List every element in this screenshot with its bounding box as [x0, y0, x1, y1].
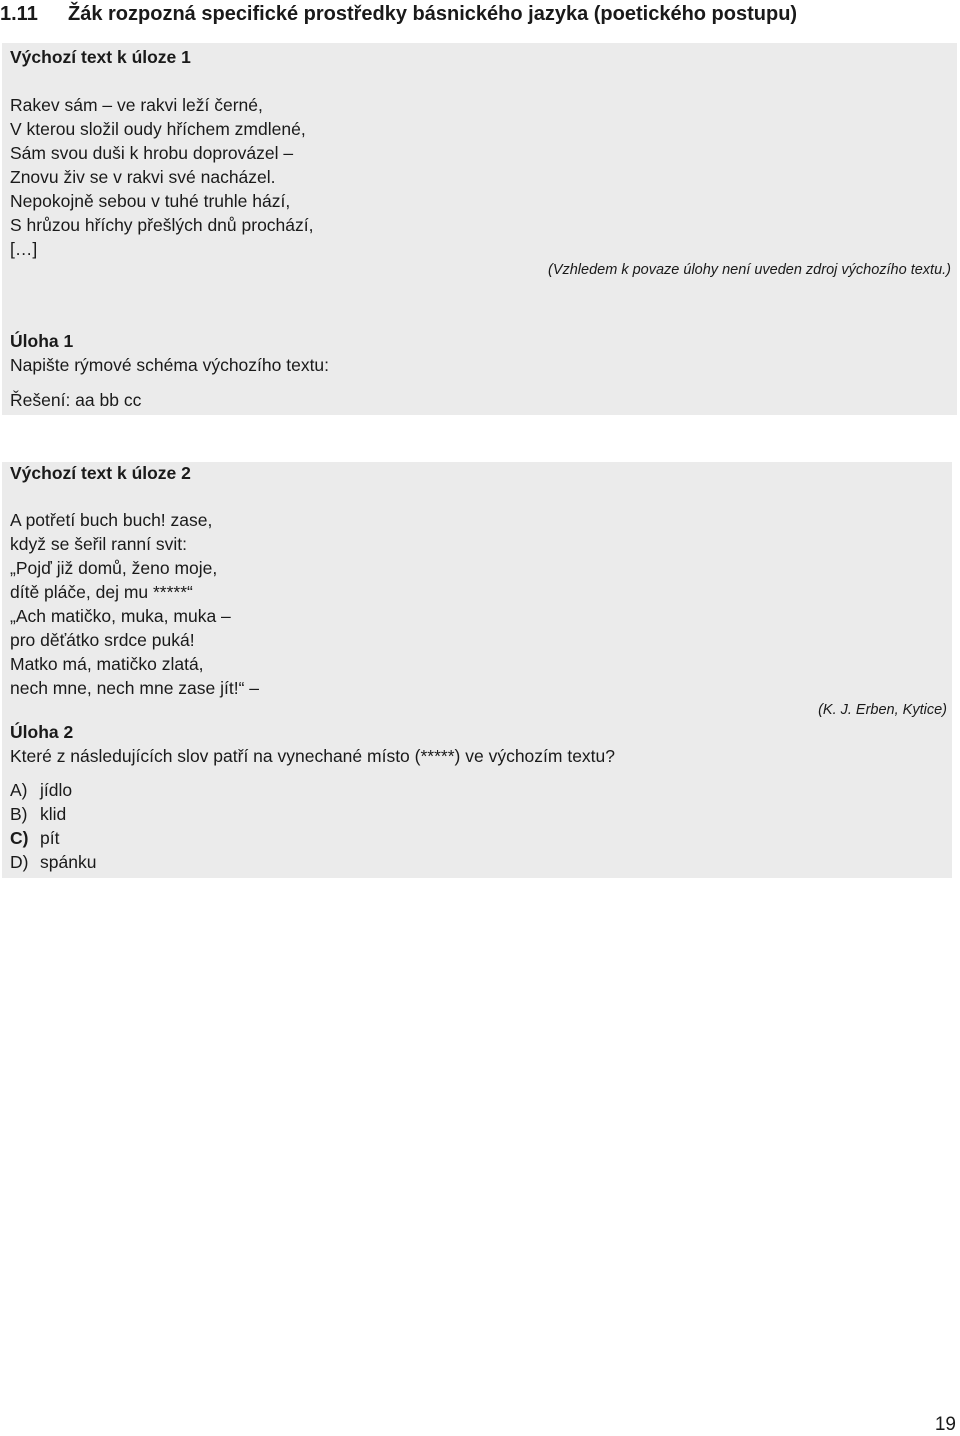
poem-2-line: A potřetí buch buch! zase,	[10, 510, 213, 530]
poem-2-line: dítě pláče, dej mu *****“	[10, 582, 193, 602]
source-note-1: (Vzhledem k povaze úlohy není uveden zdroj výchozího textu.)	[547, 262, 951, 278]
poem-1-line: Rakev sám – ve rakvi leží černé,	[10, 95, 263, 115]
poem-1-line: S hrůzou hříchy přešlých dnů prochází,	[10, 215, 314, 235]
option-a	[10, 778, 72, 802]
poem-1-line: […]	[10, 239, 38, 259]
option-letter: D)	[10, 852, 29, 872]
poem-1-line: Znovu živ se v rakvi své nacházel.	[10, 167, 276, 187]
poem-2-line: když se šeřil ranní svit:	[10, 534, 187, 554]
task-2-question: Které z následujících slov patří na vynechané místo (*****) ve výchozím textu?	[10, 746, 616, 766]
task-1-solution: Řešení: aa bb cc	[10, 390, 142, 410]
option-letter: C)	[10, 828, 29, 848]
source-note-2: (K. J. Erben, Kytice)	[818, 702, 947, 718]
task-2-title: Úloha 2	[10, 722, 74, 742]
option-text: pít	[40, 828, 60, 848]
source-text-heading-1: Výchozí text k úloze 1	[10, 47, 191, 67]
page-number: 19	[934, 1414, 956, 1435]
poem-2-line: „Ach matičko, muka, muka –	[10, 606, 231, 626]
section-number: 1.11	[0, 3, 38, 25]
page-header	[0, 0, 960, 32]
option-letter: B)	[10, 804, 28, 824]
task-1-title: Úloha 1	[10, 331, 74, 351]
option-text: spánku	[40, 852, 97, 872]
poem-1-line: Sám svou duši k hrobu doprovázel –	[10, 143, 294, 163]
task-1-question: Napište rýmové schéma výchozího textu:	[10, 355, 330, 375]
option-b	[10, 802, 66, 826]
poem-1-line: Nepokojně sebou v tuhé truhle hází,	[10, 191, 291, 211]
option-text: jídlo	[40, 780, 73, 800]
task-2-box	[2, 462, 952, 878]
poem-2-line: pro děťátko srdce puká!	[10, 630, 195, 650]
source-text-heading-2: Výchozí text k úloze 2	[10, 463, 191, 483]
option-letter: A)	[10, 780, 28, 800]
task-1-box	[2, 43, 957, 415]
option-c-correct	[10, 826, 59, 850]
option-d	[10, 850, 96, 874]
section-title: Žák rozpozná specifické prostředky básnického jazyka (poetického postupu)	[68, 3, 798, 25]
poem-2-line: Matko má, matičko zlatá,	[10, 654, 204, 674]
option-text: klid	[40, 804, 67, 824]
poem-2-line: „Pojď již domů, ženo moje,	[10, 558, 218, 578]
poem-1-line: V kterou složil oudy hříchem zmdlené,	[10, 119, 306, 139]
poem-2-line: nech mne, nech mne zase jít!“ –	[10, 678, 260, 698]
